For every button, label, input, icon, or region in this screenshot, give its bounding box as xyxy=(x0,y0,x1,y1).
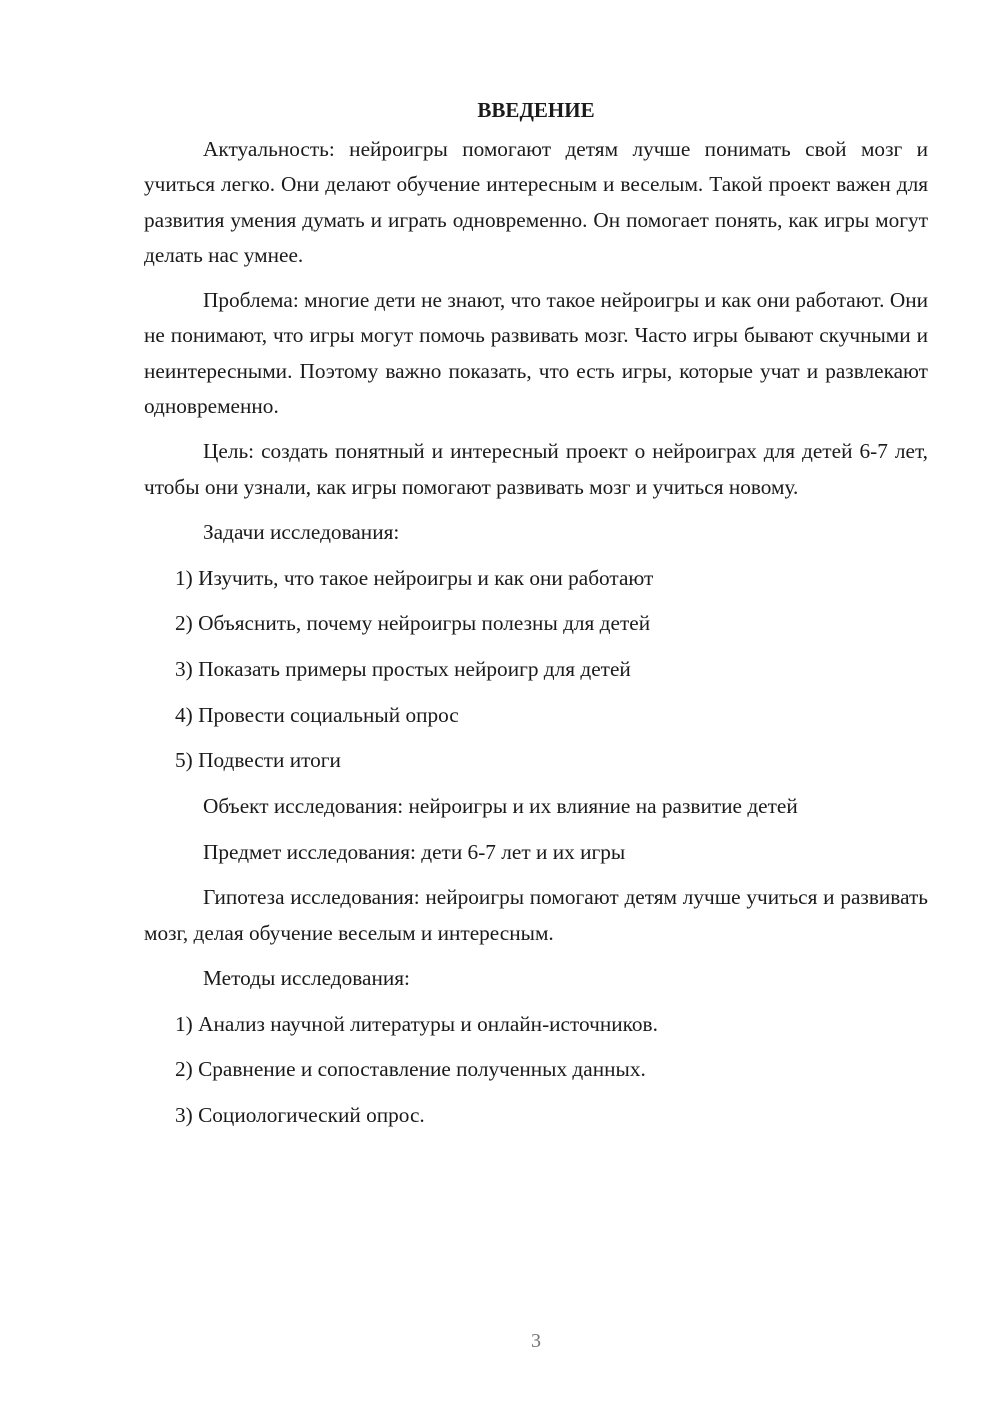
task-item: 4) Провести социальный опрос xyxy=(175,702,459,727)
method-item: 2) Сравнение и сопоставление полученных данных. xyxy=(175,1057,646,1082)
section-heading: ВВЕДЕНИЕ xyxy=(477,98,595,122)
method-item: 3) Социологический опрос. xyxy=(175,1103,425,1128)
document-page xyxy=(144,92,928,1144)
relevance-paragraph: Актуальность: нейроигры помогают детям лучше понимать свой мозг и учиться легко. Они делают обучение интересным и веселым. Такой проект важен для развития умения думать и играть одновременно. Он помогает понять, как игры могут делать нас умнее. xyxy=(144,137,928,267)
task-item: 2) Объяснить, почему нейроигры полезны для детей xyxy=(175,611,651,636)
methods-title: Методы исследования: xyxy=(203,966,410,991)
task-item: 3) Показать примеры простых нейроигр для детей xyxy=(175,657,631,682)
goal-paragraph: Цель: создать понятный и интересный проект о нейроиграх для детей 6-7 лет, чтобы они узнали, как игры помогают развивать мозг и учиться новому. xyxy=(144,439,928,499)
tasks-title: Задачи исследования: xyxy=(203,519,400,544)
task-item: 5) Подвести итоги xyxy=(175,748,341,773)
research-subject: Предмет исследования: дети 6-7 лет и их игры xyxy=(203,839,626,864)
research-object: Объект исследования: нейроигры и их влияние на развитие детей xyxy=(203,794,798,819)
method-item: 1) Анализ научной литературы и онлайн-источников. xyxy=(175,1011,658,1036)
page-number: 3 xyxy=(531,1330,541,1352)
problem-paragraph: Проблема: многие дети не знают, что такое нейроигры и как они работают. Они не понимают, что игры могут помочь развивать мозг. Часто игры бывают скучными и неинтересными. Поэтому важно показать, что есть игры, которые учат и развлекают одновременно. xyxy=(144,288,928,419)
task-item: 1) Изучить, что такое нейроигры и как они работают xyxy=(175,565,654,590)
hypothesis-paragraph: Гипотеза исследования: нейроигры помогают детям лучше учиться и развивать мозг, делая обучение веселым и интересным. xyxy=(144,885,928,945)
